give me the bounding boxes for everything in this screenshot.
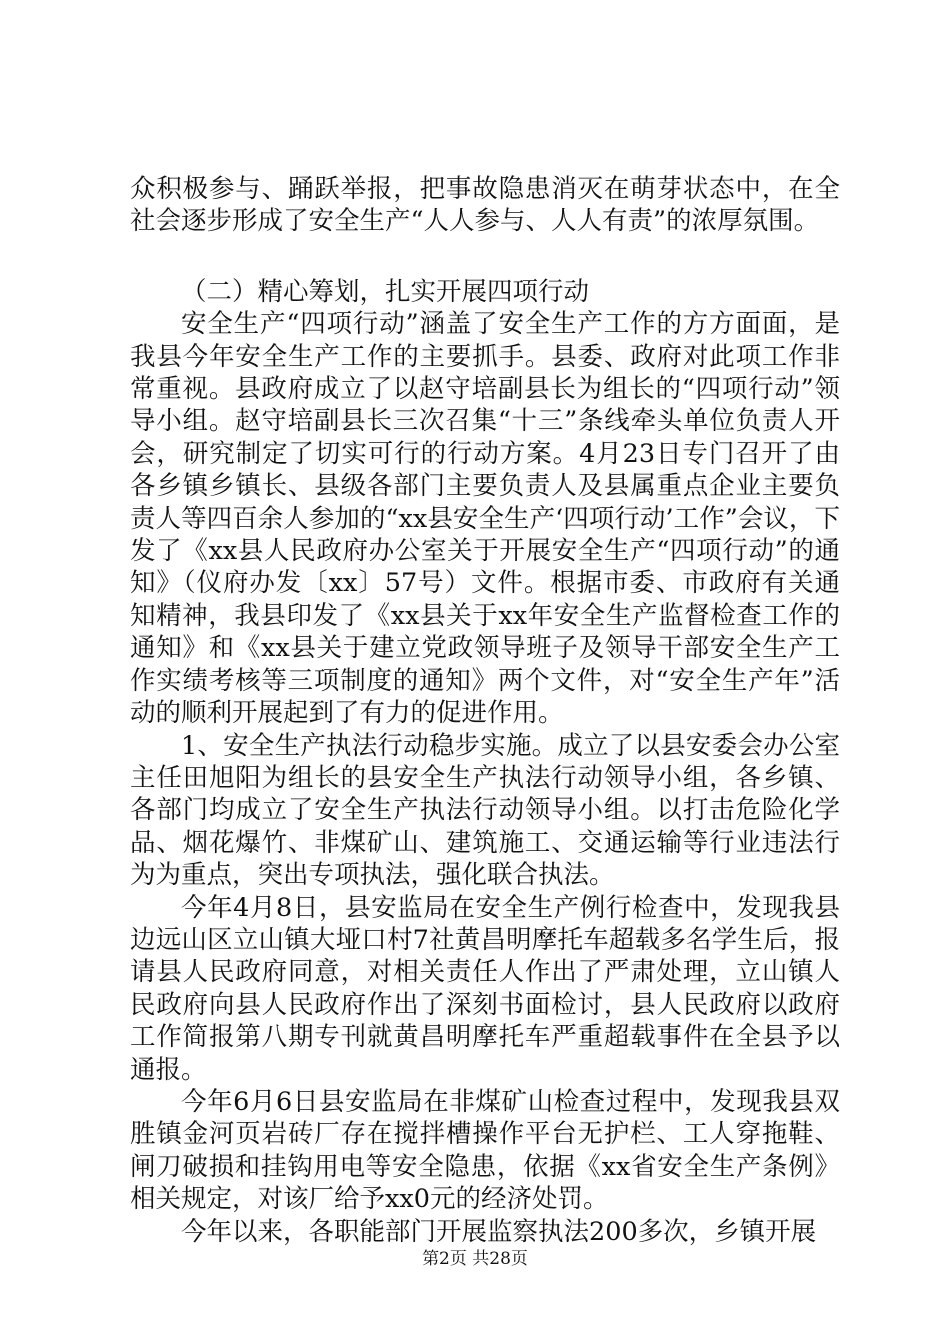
paragraph: 今年4月8日，县安监局在安全生产例行检查中，发现我县边远山区立山镇大垭口村7社黄昌明摩托车超载多名学生后，报请县人民政府同意，对相关责任人作出了严肃处理，立山镇人民政府向县人民政府作出了深刻书面检讨，县人民政府以政府工作简报第八期专刊就黄昌明摩托车严重超载事件在全县予以通报。 bbox=[130, 892, 840, 1085]
section-heading: （二）精心筹划，扎实开展四项行动 bbox=[181, 276, 590, 307]
paragraph: 安全生产“四项行动”涵盖了安全生产工作的方方面面，是我县今年安全生产工作的主要抓手。县委、政府对此项工作非常重视。县政府成立了以赵守培副县长为组长的“四项行动”领导小组。赵守培副县长三次召集“十三”条线牵头单位负责人开会，研究制定了切实可行的行动方案。4月23日专门召开了由各乡镇乡镇长、县级各部门主要负责人及县属重点企业主要负责人等四百余人参加的“xx县安全生产‘四项行动’工作”会议，下发了《xx县人民政府办公室关于开展安全生产“四项行动”的通知》（仪府办发〔xx〕57号）文件。根据市委、市政府有关通知精神，我县印发了《xx县关于xx年安全生产监督检查工作的通知》和《xx县关于建立党政领导班子及领导干部安全生产工作实绩考核等三项制度的通知》两个文件，对“安全生产年”活动的顺利开展起到了有力的促进作用。 bbox=[130, 309, 840, 729]
document-body bbox=[130, 173, 840, 1248]
page-footer: 第2页 共28页 bbox=[422, 1249, 528, 1269]
paragraph: 1、安全生产执法行动稳步实施。成立了以县安委会办公室主任田旭阳为组长的县安全生产执法行动领导小组，各乡镇、各部门均成立了安全生产执法行动领导小组。以打击危险化学品、烟花爆竹、非煤矿山、建筑施工、交通运输等行业违法行为为重点，突出专项执法，强化联合执法。 bbox=[130, 730, 840, 891]
paragraph: 今年以来，各职能部门开展监察执法200多次，乡镇开展 bbox=[181, 1216, 817, 1247]
paragraph: 今年6月6日县安监局在非煤矿山检查过程中，发现我县双胜镇金河页岩砖厂存在搅拌槽操作平台无护栏、工人穿拖鞋、闸刀破损和挂钩用电等安全隐患，依据《xx省安全生产条例》相关规定，对该厂给予xx0元的经济处罚。 bbox=[130, 1086, 840, 1215]
paragraph-continuation: 众积极参与、踊跃举报，把事故隐患消灭在萌芽状态中，在全社会逐步形成了安全生产“人人参与、人人有责”的浓厚氛围。 bbox=[130, 174, 840, 237]
